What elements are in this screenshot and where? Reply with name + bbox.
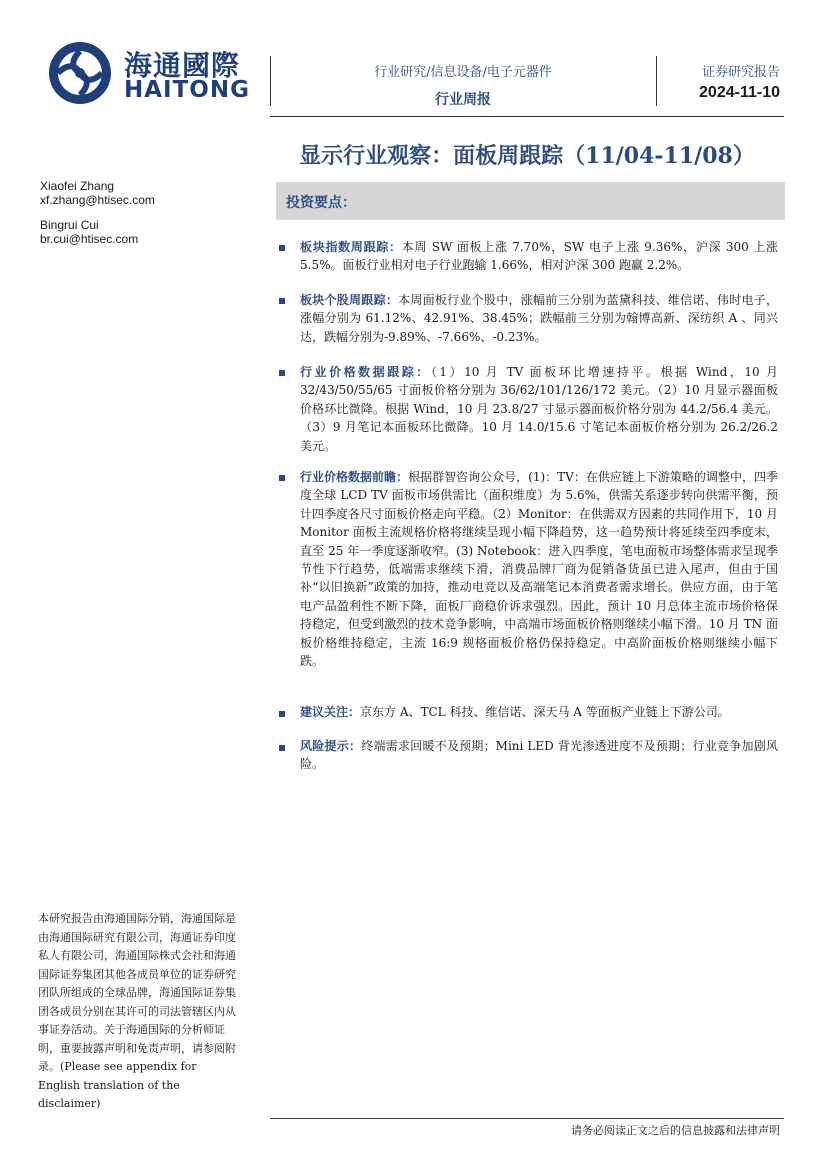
bullet-icon [279,370,285,376]
key-point-lead: 板块指数周跟踪： [300,240,402,254]
footer-rule [270,1118,784,1119]
author-email[interactable]: br.cui@htisec.com [40,232,139,246]
bullet-icon [279,745,285,751]
bullet-icon [279,475,285,481]
key-point-text: 根据群智咨询公众号，(1)：TV：在供应链上下游策略的调整中，四季度全球 LCD TV 面板市场供需比（面积维度）为 5.6%，供需关系逐步转向供需平衡，预计四季度各尺寸面板价格走向平稳。（2）Monitor：在供需双方因素的共同作用下，10 月 Monitor 面板主流规格价格将继续呈现小幅下降趋势，这一趋势预计将延续至四季度末，直至 25 年一季度逐渐收窄。(3) Notebook：进入四季度，笔电面板市场整体需求呈现季节性下行趋势，低端需求继续下滑，消费品牌厂商为促销备货虽已进入尾声，但由于国补“以旧换新”政策的加持，推动电竞以及高端笔记本消费者需求增长。供应方面，由于笔电产品盈利性不断下降，面板厂商稳价诉求强烈。因此，预计 10 月总体主流市场价格保持稳定，但受到激烈的技术竞争影响，中高端市场面板价格则继续小幅下滑。10 月 TN 面板价格维持稳定，主流 16:9 规格面板价格仍保持稳定。中高阶面板价格则继续小幅下跌。 [300,470,778,669]
author-name: Bingrui Cui [40,218,99,232]
report-date: 2024-11-10 [699,84,780,101]
author-name: Xiaofei Zhang [40,179,115,193]
author-email[interactable]: xf.zhang@htisec.com [40,193,155,207]
haitong-logo-icon [47,40,113,106]
key-point-lead: 行业价格数据跟踪： [300,365,431,379]
disclaimer: 本研究报告由海通国际分销，海通国际是由海通国际研究有限公司，海通证券印度私人有限公司，海通国际株式会社和海通国际证券集团其他各成员单位的证券研究团队所组成的全球品牌，海通国际证券集团各成员分别在其许可的司法管辖区内从事证券活动。关于海通国际的分析师证明，重要披露声明和免责声明，请参阅附录。(Please see appendix for English translation of the disclaimer) [38,912,236,1110]
key-point-text: 本周 SW 面板上涨 7.70%，SW 电子上涨 9.36%，沪深 300 上涨 5.5%。面板行业相对电子行业跑输 1.66%，相对沪深 300 跑赢 2.2%。 [300,240,778,273]
header-rule [270,116,784,117]
key-point-item [300,238,778,275]
key-point-text: 京东方 A、TCL 科技、维信诺、深天马 A 等面板产业链上下游公司。 [360,705,730,719]
key-point-item [300,363,778,455]
key-points-label: 投资要点： [286,195,356,211]
footer-note: 请务必阅读正文之后的信息披露和法律声明 [571,1124,780,1137]
key-point-item [300,737,778,774]
key-point-text: 本周面板行业个股中，涨幅前三分别为蓝黛科技、维信诺、伟时电子，涨幅分别为 61.12%、42.91%、38.45%；跌幅前三分别为翰博高新、深纺织 A 、同兴达，跌幅分别为-9.89%、-7.66%、-0.23%。 [300,293,778,344]
report-type: 行业周报 [435,92,491,108]
brand-name-cn: 海通國際 [124,49,241,82]
page-title: 显示行业观察：面板周跟踪（11/04-11/08） [299,143,755,169]
bullet-icon [279,245,285,251]
key-point-lead: 风险提示： [300,739,362,753]
report-category: 行业研究/信息设备/电子元器件 [374,65,552,80]
key-point-lead: 行业价格数据前瞻： [300,470,409,484]
key-point-text: 终端需求回暖不及预期；Mini LED 背光渗透进度不及预期；行业竞争加剧风险。 [300,739,778,772]
key-point-item [300,703,778,721]
key-point-lead: 板块个股周跟踪： [300,293,399,307]
brand-name-en: HAITONG [124,77,250,103]
key-point-item [300,468,778,670]
bullet-icon [279,298,285,304]
key-point-text: （1）10 月 TV 面板环比增速持平。根据 Wind，10 月 32/43/50/55/65 寸面板价格分别为 36/62/101/126/172 美元。（2）10 月显示器面板价格环比微降。根据 Wind，10 月 23.8/27 寸显示器面板价格分别为 44.2/56.4 美元。（3）9 月笔记本面板环比微降。10 月 14.0/15.6 寸笔记本面板价格分别为 26.2/26.2 美元。 [300,365,778,453]
key-point-item [300,291,778,346]
bullet-icon [279,711,285,717]
doc-kind: 证券研究报告 [701,65,780,80]
key-point-lead: 建议关注： [300,705,361,719]
